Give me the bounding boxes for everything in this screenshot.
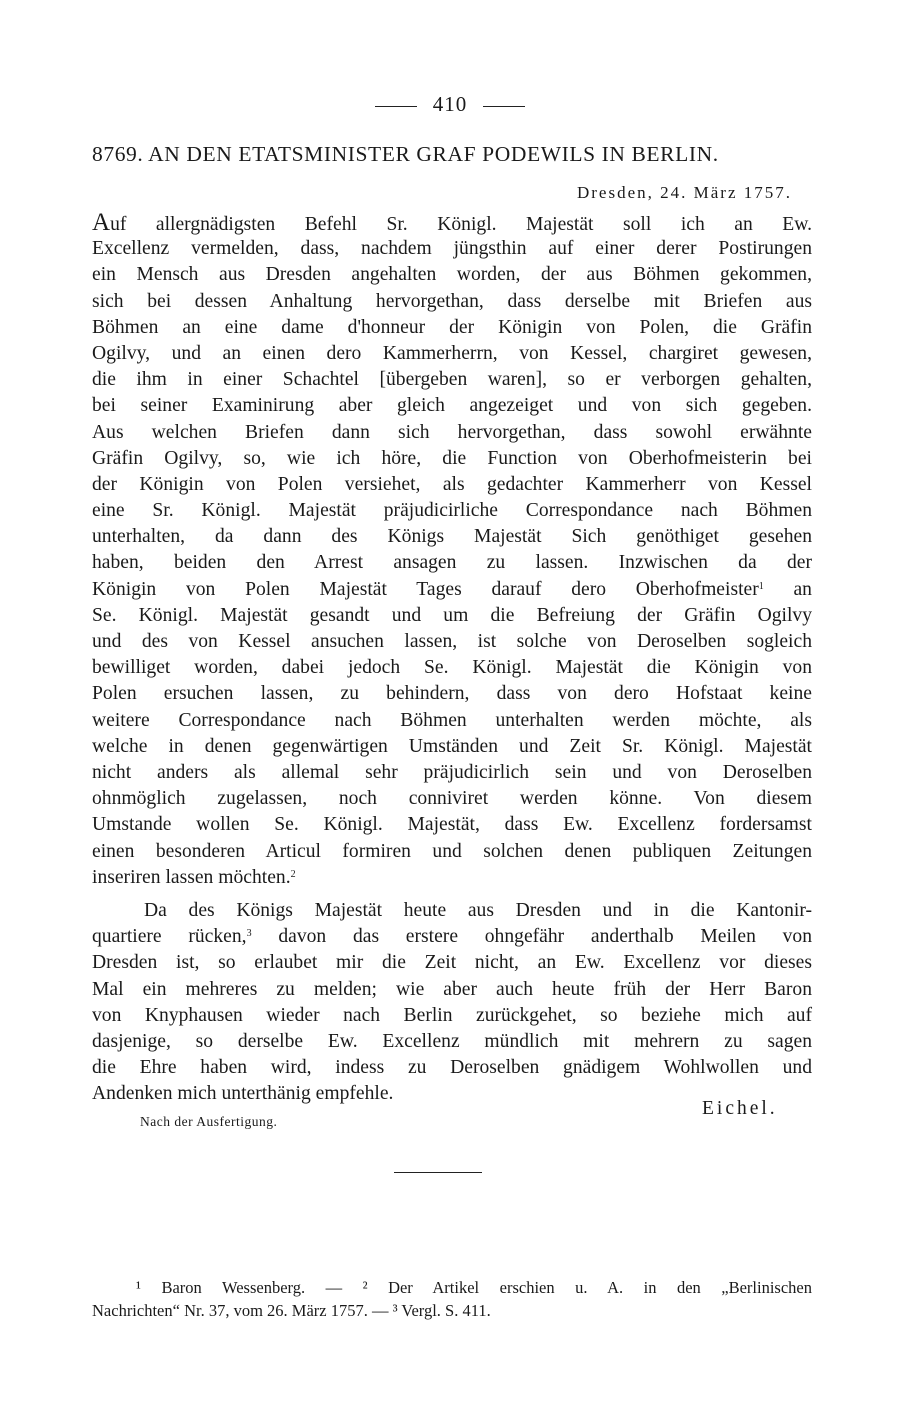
divider	[483, 106, 525, 107]
text-line: unterhalten, da dann des Königs Majestät Sich genöthiget gesehen	[92, 526, 812, 548]
text-line: Aus welchen Briefen dann sich hervorgethan, dass sowohl erwähnte	[92, 421, 812, 443]
text-line: bewilliget worden, dabei jedoch Se. Königl. Majestät die Königin von	[92, 657, 812, 679]
text-line	[92, 577, 812, 603]
text-line: haben, beiden den Arrest ansagen zu lassen. Inzwischen da der	[92, 552, 812, 574]
document-heading: 8769. AN DEN ETATSMINISTER GRAF PODEWILS IN BERLIN.	[92, 142, 719, 166]
page-number	[0, 92, 900, 117]
footnote-line: ¹ Baron Wessenberg. — ² Der Artikel erschien u. A. in den „Berlinischen	[136, 1278, 812, 1297]
text-line-content: uf allergnädigsten Befehl Sr. Königl. Majestät soll ich an Ew.	[110, 214, 812, 235]
source-note: Nach der Ausfertigung.	[140, 1114, 278, 1129]
text-line: ohnmöglich zugelassen, noch conniviret werden könne. Von diesem	[92, 788, 812, 810]
text-line-content: davon das erstere ohngefähr anderthalb Meilen von	[251, 926, 812, 948]
text-line: Da des Königs Majestät heute aus Dresden und in die Kantonir-	[144, 900, 812, 921]
text-line: Böhmen an eine dame d'honneur der Königin von Polen, die Gräfin	[92, 316, 812, 338]
text-line: welche in denen gegenwärtigen Umständen und Zeit Sr. Königl. Majestät	[92, 735, 812, 757]
text-line: Polen ersuchen lassen, zu behindern, dass von dero Hofstaat keine	[92, 683, 812, 705]
footnote-line: Nachrichten“ Nr. 37, vom 26. März 1757. — ³ Vergl. S. 411.	[92, 1301, 491, 1320]
text-line: die ihm in einer Schachtel [übergeben waren], so er verborgen gehalten,	[92, 369, 812, 391]
text-line: Mal ein mehreres zu melden; wie aber auch heute früh der Herr Baron	[92, 978, 812, 1000]
footnote-separator	[394, 1172, 482, 1173]
text-line-content: quartiere rücken,	[92, 926, 247, 948]
text-line: ein Mensch aus Dresden angehalten worden, der aus Böhmen gekommen,	[92, 264, 812, 286]
text-line: Dresden ist, so erlaubet mir die Zeit nicht, an Ew. Excellenz vor dieses	[92, 952, 812, 974]
text-line-content: Königin von Polen Majestät Tages darauf dero Oberhofmeister	[92, 578, 759, 600]
text-line: sich bei dessen Anhaltung hervorgethan, dass derselbe mit Briefen aus	[92, 290, 812, 312]
paragraph-1	[92, 210, 812, 891]
text-line: Excellenz vermelden, dass, nachdem jüngsthin auf einer derer Postirungen	[92, 238, 812, 260]
footnote-marker: 3	[246, 928, 252, 940]
divider	[375, 106, 417, 107]
text-line: Ogilvy, und an einen dero Kammerherrn, von Kessel, chargiret gewesen,	[92, 342, 812, 364]
text-line: Se. Königl. Majestät gesandt und um die Befreiung der Gräfin Ogilvy	[92, 604, 812, 626]
text-line: die Ehre haben wird, indess zu Deroselben gnädigem Wohlwollen und	[92, 1057, 812, 1079]
text-line-content: inseriren lassen möchten.	[92, 866, 291, 888]
text-line: Gräfin Ogilvy, so, wie ich höre, die Function von Oberhofmeisterin bei	[92, 447, 812, 469]
dateline: Dresden, 24. März 1757.	[576, 183, 792, 202]
page-number-text: 410	[432, 92, 468, 116]
text-line: eine Sr. Königl. Majestät präjudicirliche Correspondance nach Böhmen	[92, 500, 812, 522]
text-line: Andenken mich unterthänig empfehle.	[92, 1083, 394, 1105]
footnotes	[92, 1276, 812, 1322]
text-line	[92, 210, 812, 236]
dropcap: A	[92, 209, 111, 236]
text-line: von Knyphausen wieder nach Berlin zurückgehet, so beziehe mich auf	[92, 1004, 812, 1026]
text-line: bei seiner Examinirung aber gleich angezeiget und von sich gegeben.	[92, 395, 812, 417]
text-line	[92, 865, 812, 891]
text-line	[92, 924, 812, 950]
text-line: Umstande wollen Se. Königl. Majestät, dass Ew. Excellenz fordersamst	[92, 814, 812, 836]
paragraph-2	[92, 898, 812, 1108]
text-line: und des von Kessel ansuchen lassen, ist solche von Deroselben sogleich	[92, 631, 812, 652]
signature: Eichel.	[702, 1098, 778, 1119]
text-line-content: an	[763, 578, 812, 600]
footnote-marker: 2	[290, 868, 296, 880]
text-line: dasjenige, so derselbe Ew. Excellenz mündlich mit mehrern zu sagen	[92, 1030, 812, 1052]
text-line: weitere Correspondance nach Böhmen unterhalten werden möchte, als	[92, 709, 812, 731]
text-line: nicht anders als allemal sehr präjudicirlich sein und von Deroselben	[92, 761, 812, 783]
text-line: einen besonderen Articul formiren und solchen denen publiquen Zeitungen	[92, 840, 812, 862]
footnote-marker: 1	[758, 580, 764, 592]
text-line: der Königin von Polen versiehet, als gedachter Kammerherr von Kessel	[92, 473, 812, 495]
